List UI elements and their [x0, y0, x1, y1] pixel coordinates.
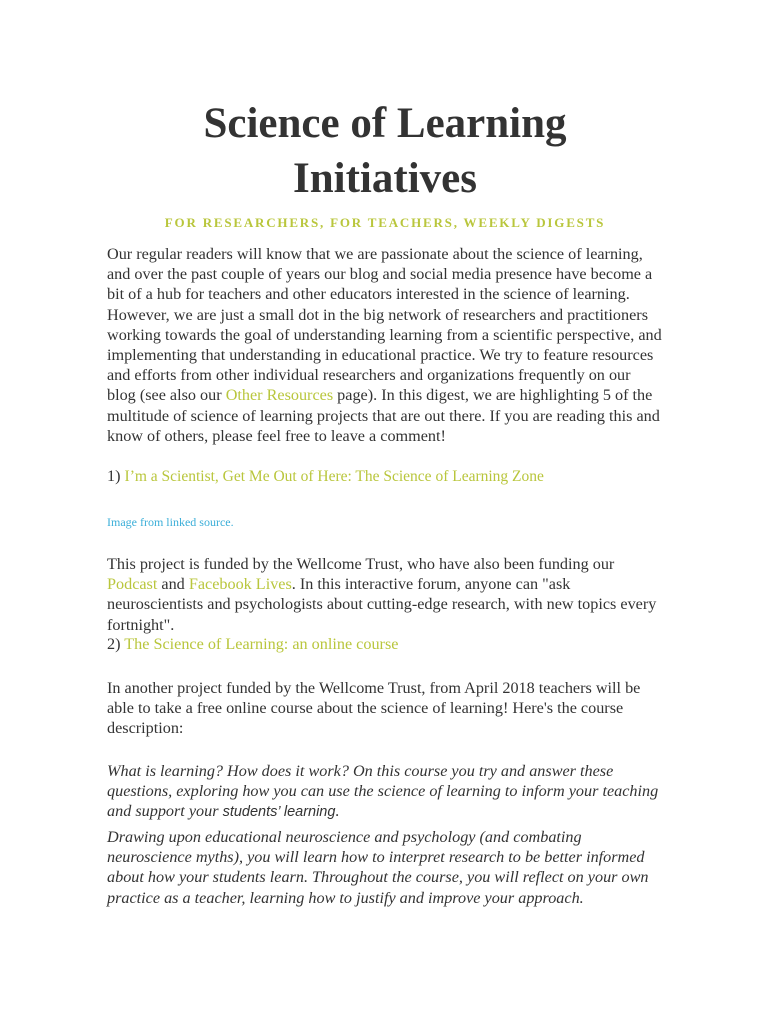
intro-text-end: page). In this digest, we are highlighting 5 of the multitude of science of learning projects that are out there. If you are reading this and know of others, please feel free to leave a comment! [107, 386, 660, 445]
intro-paragraph [107, 244, 663, 446]
list-item-2 [107, 634, 663, 654]
para2-text-3: . In this interactive forum, anyone can "ask neuroscientists and psychologists about cutting-edge research, with new topics every fortnight". [107, 575, 657, 634]
quote1-text: What is learning? How does it work? On this course you try and answer these questions, exploring how you can use the science of learning to inform your teaching and support your [107, 762, 659, 821]
online-course-link[interactable]: The Science of Learning: an online course [124, 635, 399, 653]
list-item-1 [107, 466, 663, 487]
course-description-quote-2: Drawing upon educational neuroscience and psychology (and combating neuroscience myths), you will learn how to interpret research to be better informed about how your students learn. Throughout the course, you will reflect on your own practice as a teacher, learning how to justify and improve your approach. [107, 828, 649, 907]
wellcome-paragraph [107, 554, 663, 635]
podcast-link[interactable]: Podcast [107, 575, 158, 594]
quote1-students-learning: students’ learning [222, 804, 336, 821]
quote1-end: . [335, 802, 340, 821]
para2-text-1: This project is funded by the Wellcome Trust, who have also been funding our [107, 555, 615, 573]
science-of-learning-zone-link[interactable]: I’m a Scientist, Get Me Out of Here: The Science of Learning Zone [124, 468, 544, 485]
course-description-quote-1 [107, 761, 663, 823]
online-course-paragraph: In another project funded by the Wellcome Trust, from April 2018 teachers will be able to take a free online course about the science of learning! Here's the course description: [107, 679, 641, 738]
facebook-lives-link[interactable]: Facebook Lives [188, 575, 292, 594]
list-item-1-number: 1) [107, 467, 121, 485]
intro-text-start: Our regular readers will know that we are passionate about the science of learning, and over the past couple of years our blog and social media presence have become a bit of a hub for teachers and other educators interested in the science of learning. However, we are just a small dot in the big network of researchers and practitioners working towards the goal of understanding learning from a scientific perspective, and implementing that understanding in educational practice. We try to feature resources and efforts from other individual researchers and organizations frequently on our blog (see also our [107, 245, 662, 405]
page-title: Science of Learning Initiatives [203, 100, 567, 202]
image-caption: Image from linked source. [107, 515, 234, 529]
para2-text-2: and [157, 575, 189, 594]
other-resources-link[interactable]: Other Resources [225, 386, 334, 405]
list-item-2-number: 2) [107, 635, 121, 653]
category-tags: FOR RESEARCHERS, FOR TEACHERS, WEEKLY DIGESTS [164, 215, 606, 230]
